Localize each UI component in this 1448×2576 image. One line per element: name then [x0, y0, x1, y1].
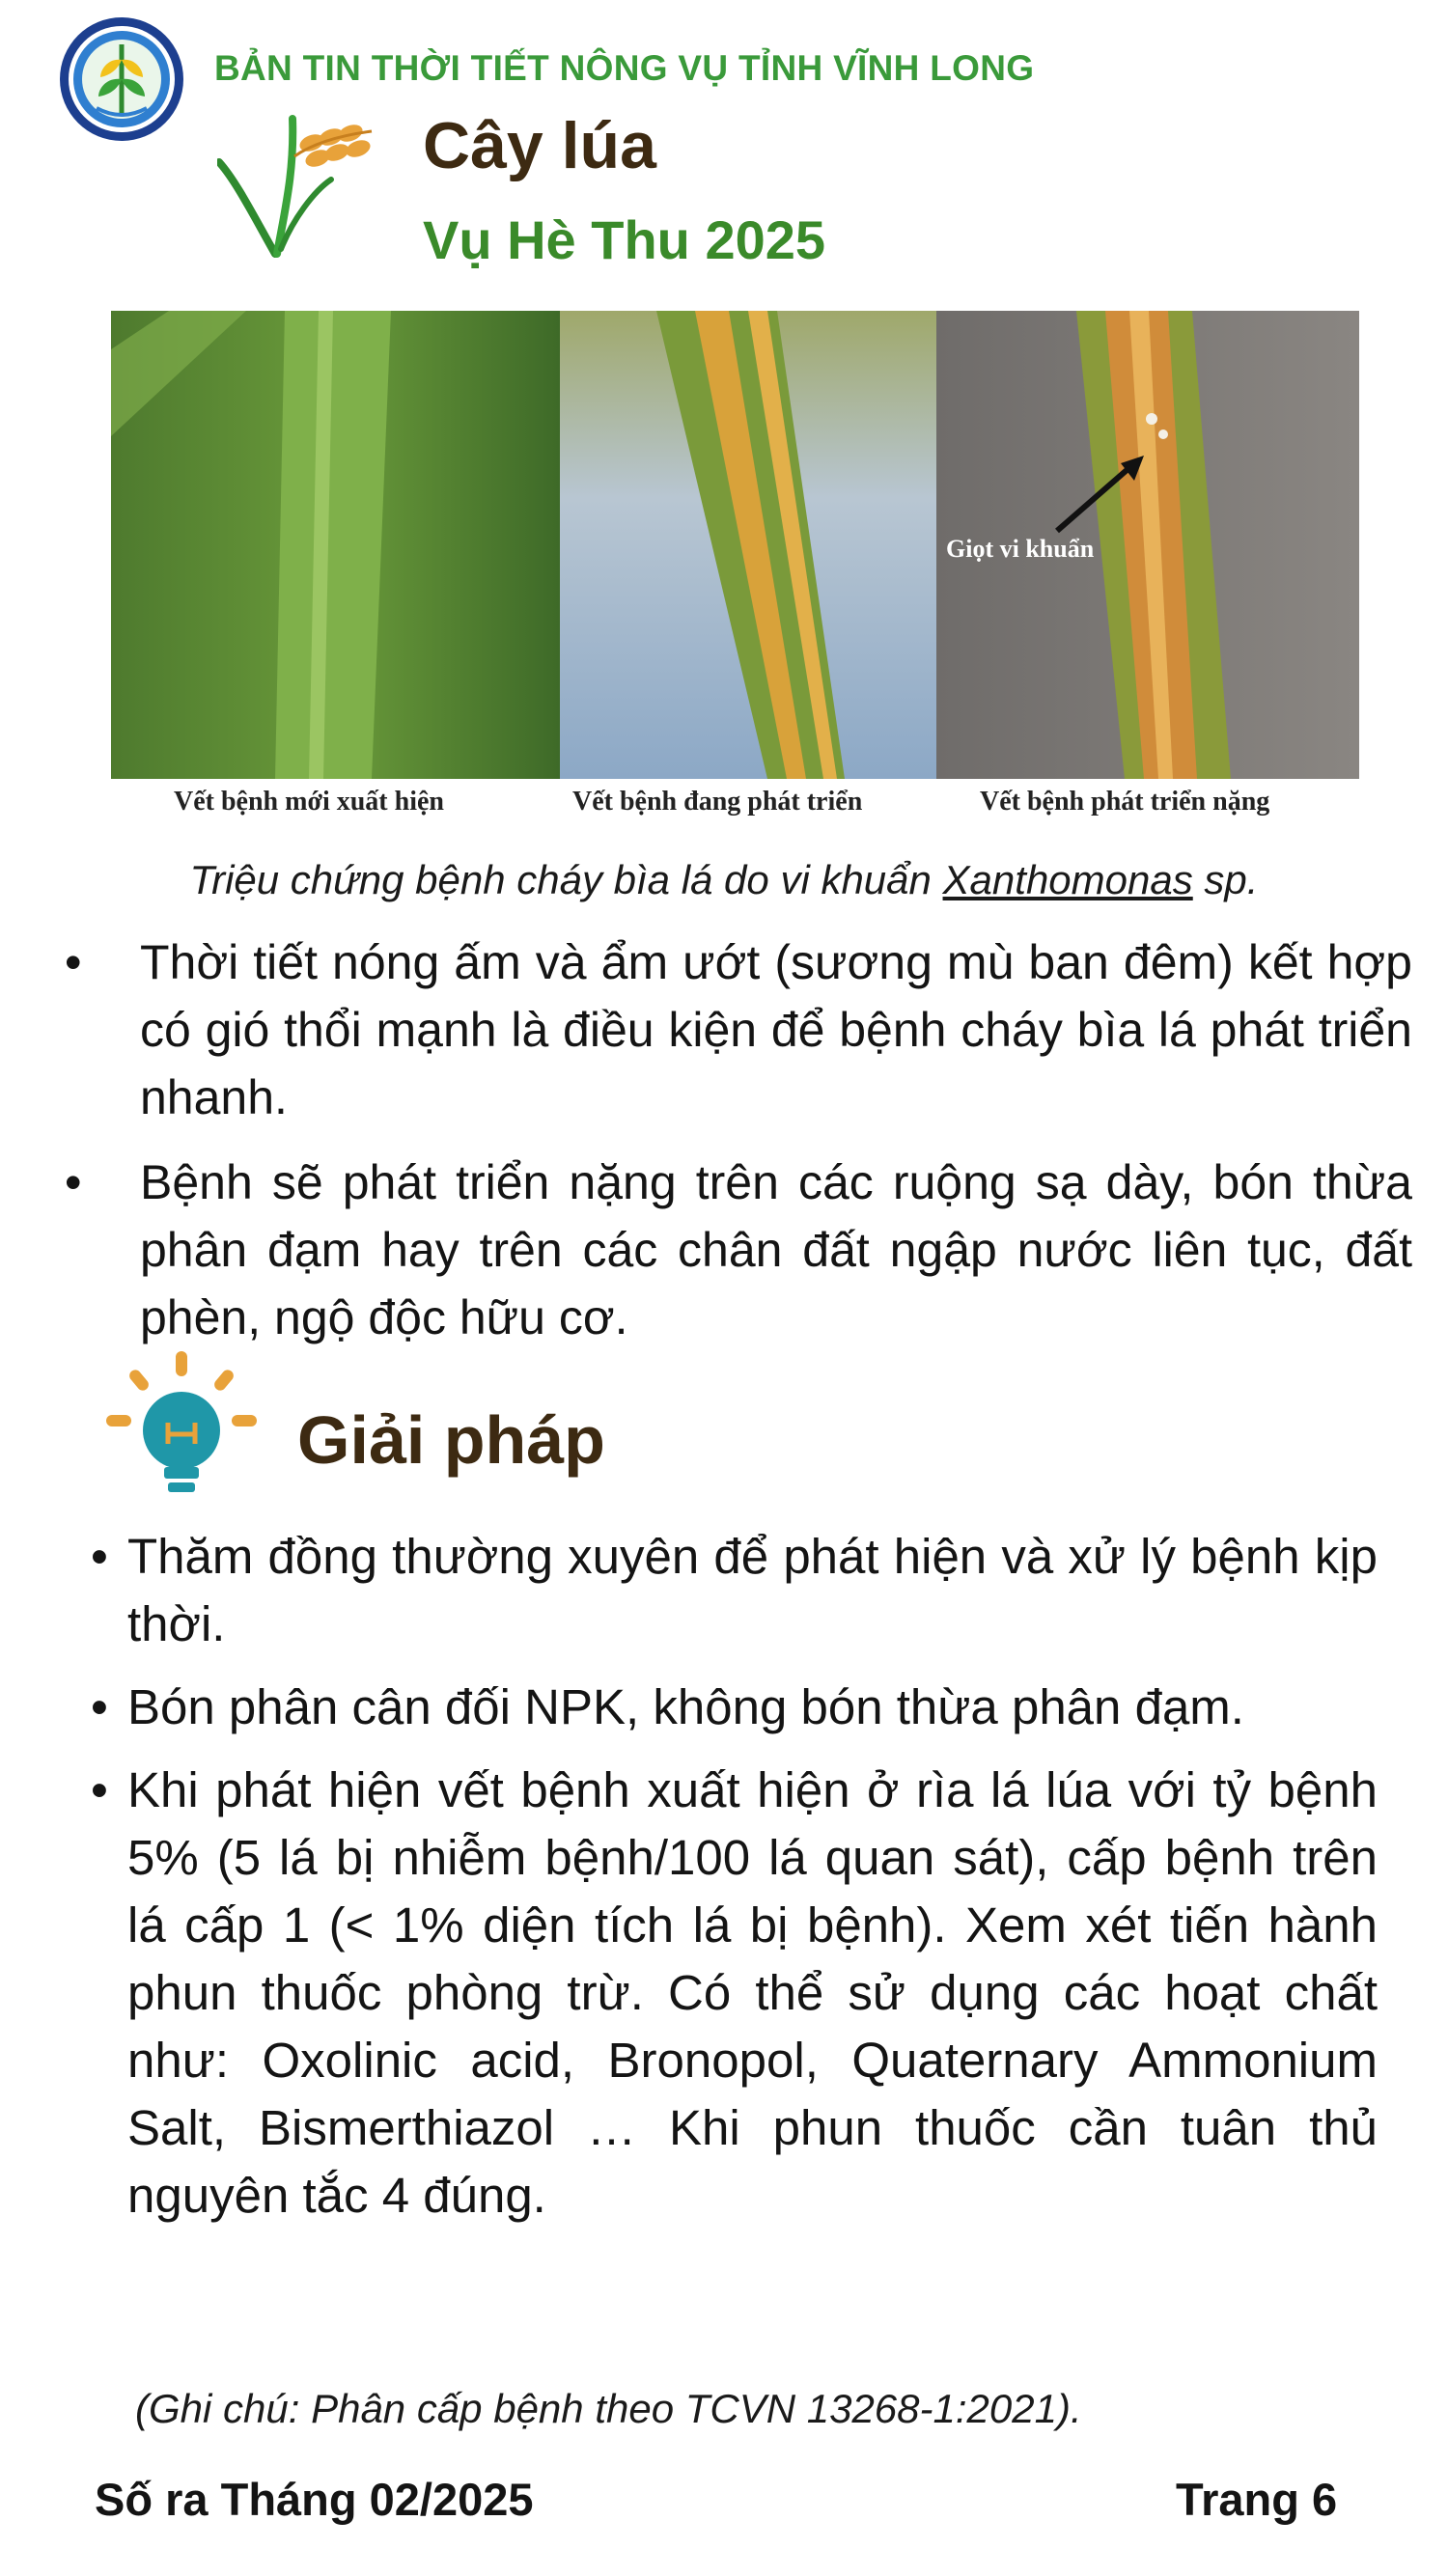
solution-item: • Bón phân cân đối NPK, không bón thừa phân đạm.: [127, 1674, 1378, 1741]
bacterial-droplet-label: Giọt vi khuẩn: [946, 535, 1095, 563]
bulletin-org-title: BẢN TIN THỜI TIẾT NÔNG VỤ TỈNH VĨNH LONG: [214, 48, 1035, 88]
symptom-item: • Bệnh sẽ phát triển nặng trên các ruộng sạ dày, bón thừa phân đạm hay trên các chân đất ngập nước liên tục, đất phèn, ngộ độc hữu cơ.: [140, 1149, 1412, 1351]
photo-label-severe: Vết bệnh phát triển nặng: [980, 787, 1270, 817]
caption-species: Xanthomonas: [942, 857, 1193, 902]
symptom-list: [140, 928, 1412, 1369]
disease-symptom-photo: [111, 311, 1359, 832]
photo-caption: [0, 857, 1448, 903]
solution-item: • Khi phát hiện vết bệnh xuất hiện ở rìa lá lúa với tỷ bệnh 5% (5 lá bị nhiễm bệnh/100 lá quan sát), cấp bệnh trên lá cấp 1 (< 1% diện tích lá bị bệnh). Xem xét tiến hành phun thuốc phòng trừ. Có thể sử dụng các hoạt chất như: Oxolinic acid, Bronopol, Quaternary Ammonium Salt, Bismerthiazol … Khi phun thuốc cần tuân thủ nguyên tắc 4 đúng.: [127, 1757, 1378, 2230]
agency-seal-logo: [58, 15, 185, 143]
issue-date: Số ra Tháng 02/2025: [95, 2474, 534, 2525]
solution-item: • Thăm đồng thường xuyên để phát hiện và xử lý bệnh kịp thời.: [127, 1523, 1378, 1658]
rice-plant-icon: [217, 114, 376, 259]
photo-label-early: Vết bệnh mới xuất hiện: [174, 787, 444, 817]
season-title: Vụ Hè Thu 2025: [423, 209, 826, 270]
solution-title: Giải pháp: [297, 1402, 605, 1478]
caption-suffix: sp.: [1192, 857, 1259, 902]
crop-title: Cây lúa: [423, 109, 656, 182]
symptom-item: • Thời tiết nóng ấm và ẩm ướt (sương mù ban đêm) kết hợp có gió thổi mạnh là điều kiện để bệnh cháy bìa lá phát triển nhanh.: [140, 928, 1412, 1131]
standard-note: (Ghi chú: Phân cấp bệnh theo TCVN 13268-1:2021).: [135, 2386, 1082, 2431]
caption-text: Triệu chứng bệnh cháy bìa lá do vi khuẩn: [189, 857, 943, 902]
page-number: Trang 6: [1176, 2474, 1338, 2525]
solution-list: [127, 1523, 1378, 2245]
photo-label-developing: Vết bệnh đang phát triển: [572, 787, 863, 817]
lightbulb-icon: [104, 1349, 259, 1504]
